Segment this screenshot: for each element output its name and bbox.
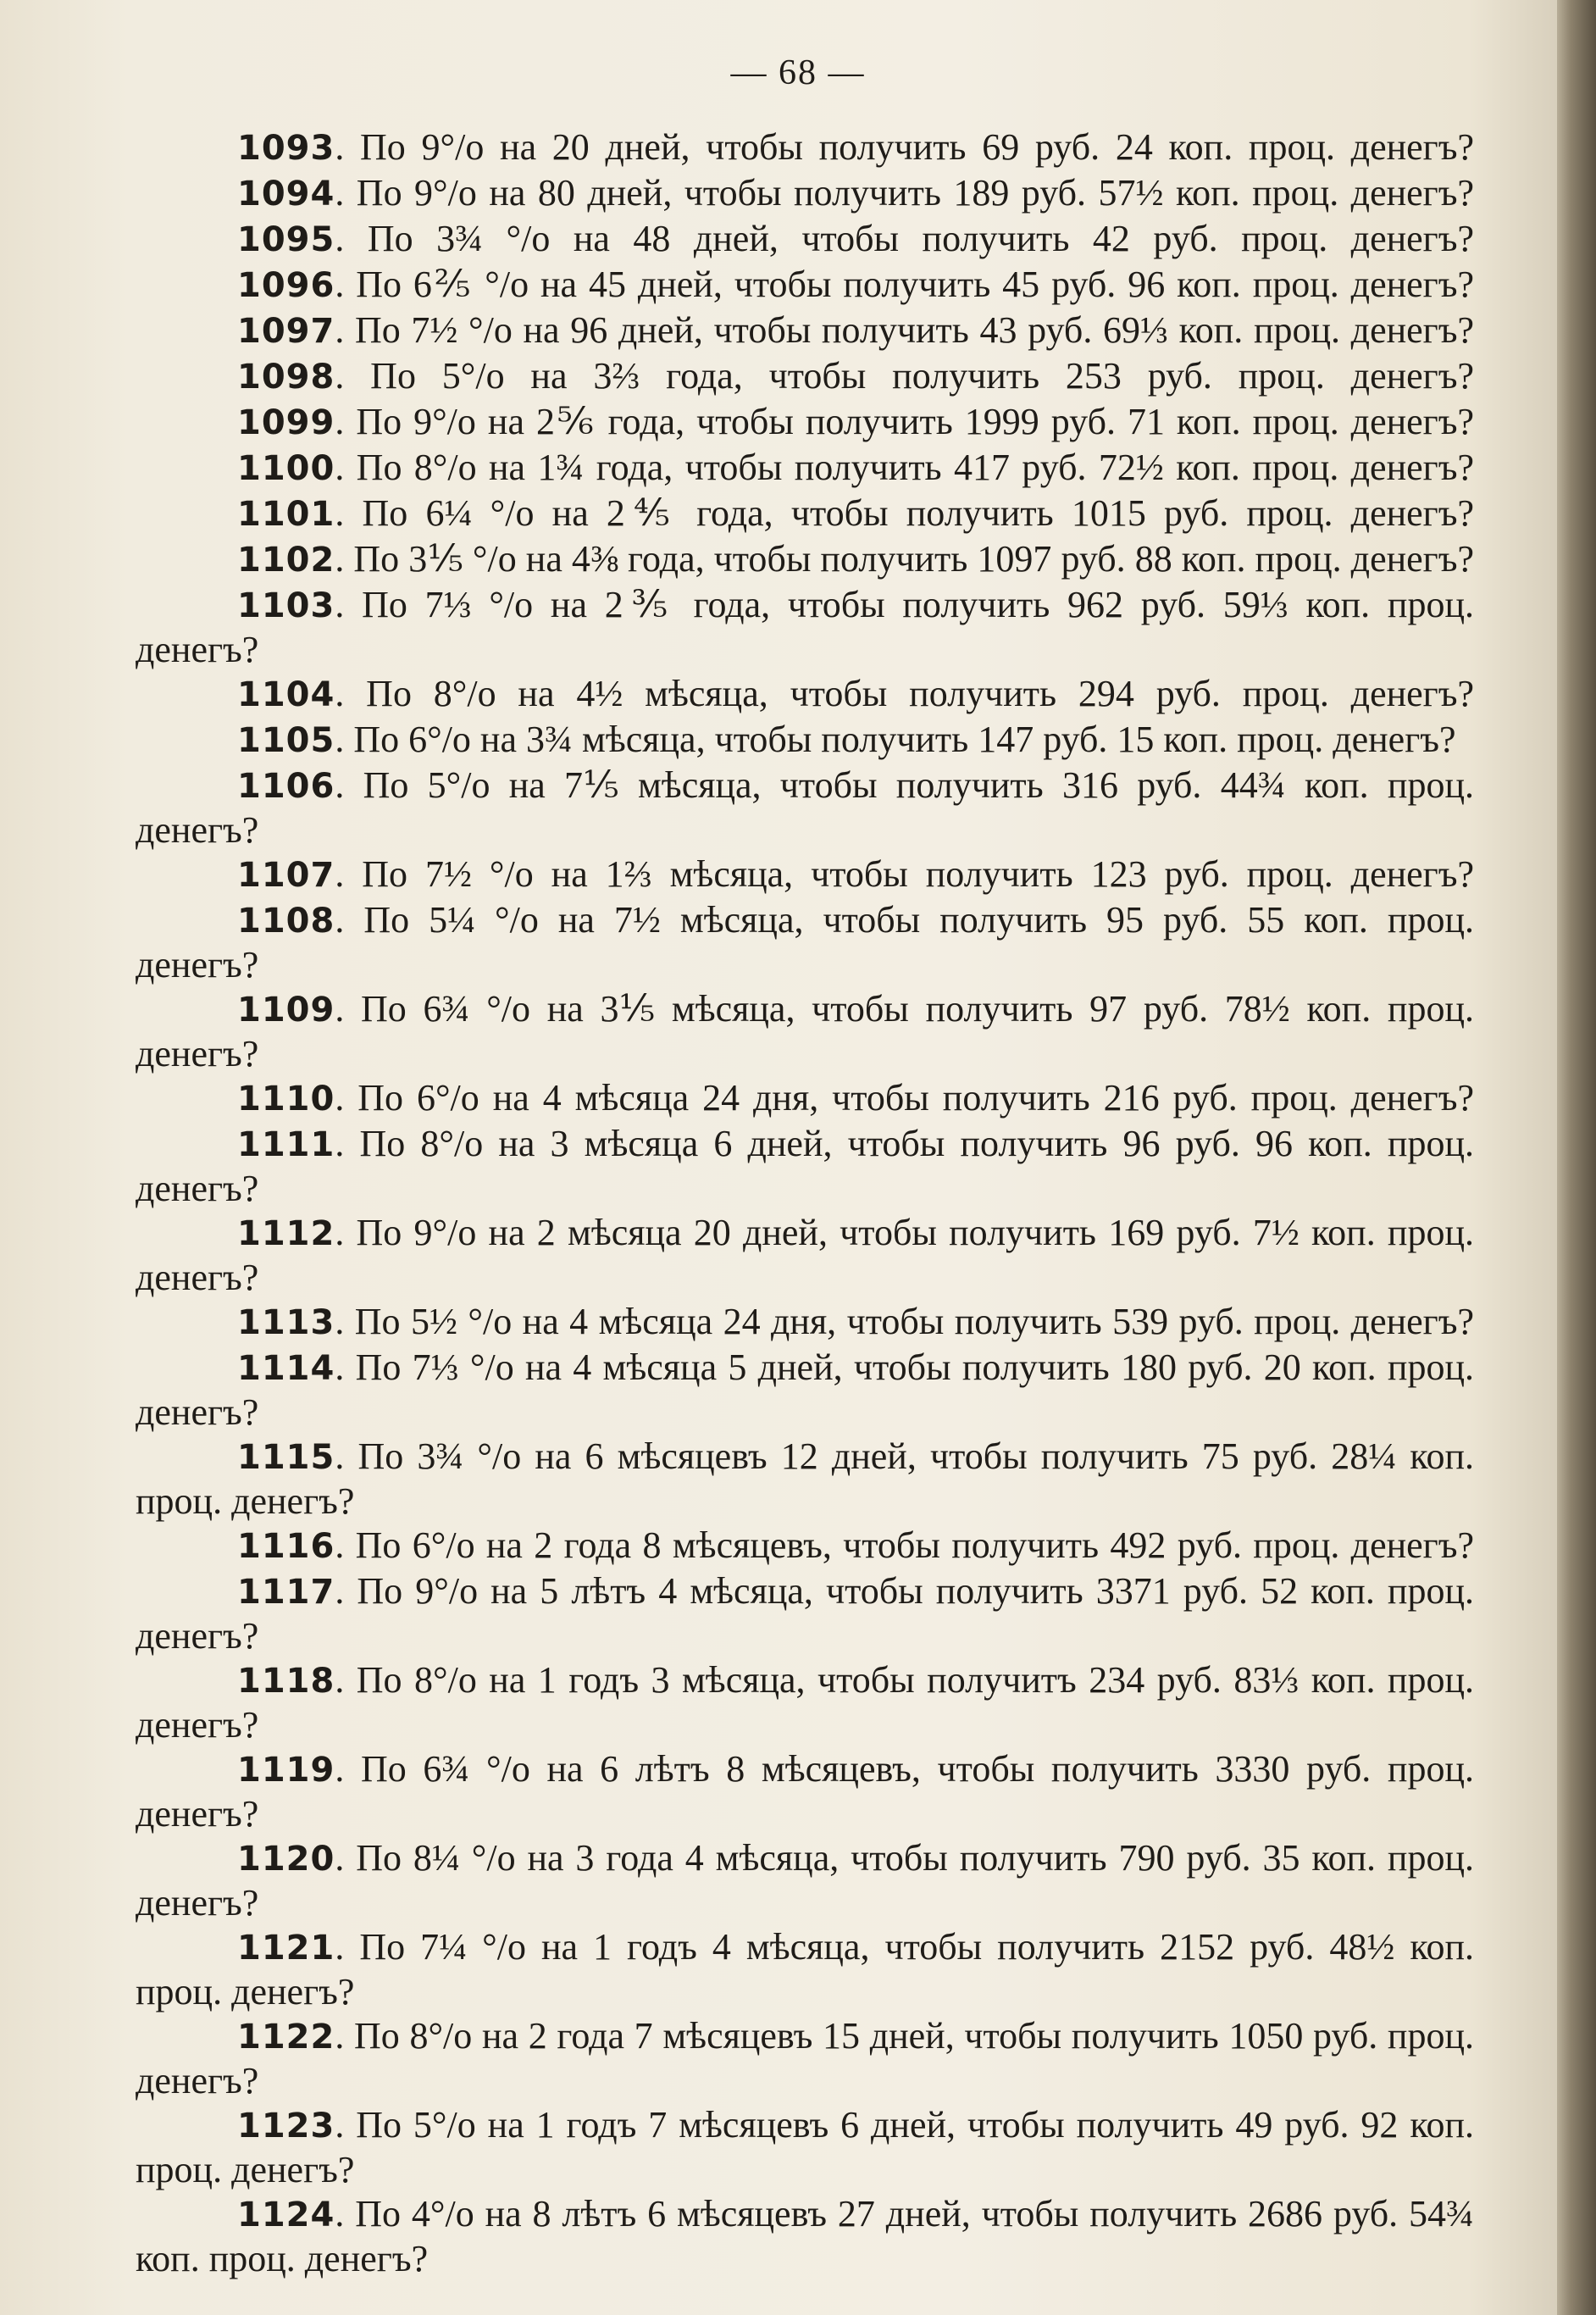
problem-1109: 1109. По 6¾ °/о на 3⅕ мѣсяца, чтобы получить 97 руб. 78½ коп. проц. денегъ? xyxy=(136,988,1474,1074)
problem-text: По 7⅓ °/о на 2⅗ года, чтобы получить 962 руб. 59⅓ коп. проц. денегъ? xyxy=(136,584,1474,670)
problem-1094: 1094. По 9°/о на 80 дней, чтобы получить 189 руб. 57½ коп. проц. денегъ? xyxy=(237,172,1474,214)
problem-text: По 5°/о на 3⅔ года, чтобы получить 253 руб. проц. денегъ? xyxy=(370,355,1475,397)
page-binding-edge xyxy=(1557,0,1596,2315)
problem-text: По 7¼ °/о на 1 годъ 4 мѣсяца, чтобы получить 2152 руб. 48½ коп. проц. денегъ? xyxy=(136,1926,1475,2012)
problem-number: 1108 xyxy=(237,902,335,941)
problem-number: 1103 xyxy=(237,586,335,625)
problem-1103: 1103. По 7⅓ °/о на 2⅗ года, чтобы получить 962 руб. 59⅓ коп. проц. денегъ? xyxy=(136,584,1474,670)
problem-text: По 8°/о на 3 мѣсяца 6 дней, чтобы получить 96 руб. 96 коп. проц. денегъ? xyxy=(136,1123,1475,1209)
problem-text: По 9°/о на 80 дней, чтобы получить 189 руб. 57½ коп. проц. денегъ? xyxy=(356,172,1474,214)
problem-1111: 1111. По 8°/о на 3 мѣсяца 6 дней, чтобы получить 96 руб. 96 коп. проц. денегъ? xyxy=(136,1123,1475,1209)
problem-text: По 6°/о на 4 мѣсяца 24 дня, чтобы получить 216 руб. проц. денегъ? xyxy=(357,1077,1474,1119)
problem-number: 1122 xyxy=(237,2018,335,2057)
problem-1099: 1099. По 9°/о на 2⅚ года, чтобы получить 1999 руб. 71 коп. проц. денегъ? xyxy=(237,401,1475,442)
problem-text: По 5°/о на 1 годъ 7 мѣсяцевъ 6 дней, чтобы получить 49 руб. 92 коп. проц. денегъ? xyxy=(136,2104,1475,2190)
problem-number: 1104 xyxy=(237,675,335,714)
problem-1115: 1115. По 3¾ °/о на 6 мѣсяцевъ 12 дней, чтобы получить 75 руб. 28¼ коп. проц. денегъ? xyxy=(136,1435,1475,1522)
problem-number: 1105 xyxy=(237,721,335,760)
problem-number: 1124 xyxy=(237,2196,335,2235)
problem-text: По 9°/о на 5 лѣтъ 4 мѣсяца, чтобы получить 3371 руб. 52 коп. проц. денегъ? xyxy=(136,1570,1475,1657)
problem-number: 1113 xyxy=(237,1303,335,1342)
problem-1114: 1114. По 7⅓ °/о на 4 мѣсяца 5 дней, чтобы получить 180 руб. 20 коп. проц. денегъ? xyxy=(136,1346,1475,1433)
problem-text: По 8°/о на 1¾ года, чтобы получить 417 руб. 72½ коп. проц. денегъ? xyxy=(356,447,1474,488)
problem-text: По 6°/о на 2 года 8 мѣсяцевъ, чтобы получить 492 руб. проц. денегъ? xyxy=(355,1524,1475,1566)
problem-number: 1110 xyxy=(237,1080,335,1119)
problem-number: 1099 xyxy=(237,403,335,442)
problem-number: 1096 xyxy=(237,266,335,305)
problem-text: По 6°/о на 3¾ мѣсяца, чтобы получить 147 руб. 15 коп. проц. денегъ? xyxy=(353,719,1456,760)
problem-text: По 8°/о на 2 года 7 мѣсяцевъ 15 дней, чтобы получить 1050 руб. проц. денегъ? xyxy=(136,2015,1475,2101)
problem-number: 1093 xyxy=(237,129,335,168)
problem-text: По 8¼ °/о на 3 года 4 мѣсяца, чтобы получить 790 руб. 35 коп. проц. денегъ? xyxy=(136,1837,1475,1924)
problem-list xyxy=(136,125,1474,2281)
problem-text: По 7⅓ °/о на 4 мѣсяца 5 дней, чтобы получить 180 руб. 20 коп. проц. денегъ? xyxy=(136,1346,1475,1433)
problem-1102: 1102. По 3⅕ °/о на 4⅜ года, чтобы получить 1097 руб. 88 коп. проц. денегъ? xyxy=(237,538,1474,580)
problem-number: 1123 xyxy=(237,2107,335,2146)
problem-number: 1118 xyxy=(237,1662,335,1701)
problem-number: 1119 xyxy=(237,1751,335,1790)
problem-text: По 7½ °/о на 1⅔ мѣсяца, чтобы получить 123 руб. проц. денегъ? xyxy=(362,853,1475,895)
problem-1100: 1100. По 8°/о на 1¾ года, чтобы получить 417 руб. 72½ коп. проц. денегъ? xyxy=(237,447,1474,488)
problem-number: 1116 xyxy=(237,1527,335,1566)
problem-text: По 6¾ °/о на 3⅕ мѣсяца, чтобы получить 97 руб. 78½ коп. проц. денегъ? xyxy=(136,988,1474,1074)
problem-number: 1094 xyxy=(237,175,335,214)
problem-text: По 9°/о на 20 дней, чтобы получить 69 руб. 24 коп. проц. денегъ? xyxy=(360,126,1475,168)
problem-1096: 1096. По 6⅖ °/о на 45 дней, чтобы получить 45 руб. 96 коп. проц. денегъ? xyxy=(237,264,1475,305)
problem-number: 1102 xyxy=(237,541,335,580)
problem-1098: 1098. По 5°/о на 3⅔ года, чтобы получить 253 руб. проц. денегъ? xyxy=(237,355,1475,397)
problem-text: По 9°/о на 2⅚ года, чтобы получить 1999 руб. 71 коп. проц. денегъ? xyxy=(356,401,1475,442)
problem-number: 1109 xyxy=(237,991,335,1030)
problem-number: 1106 xyxy=(237,767,335,806)
problem-text: По 6¼ °/о на 2⅘ года, чтобы получить 1015 руб. проц. денегъ? xyxy=(362,492,1475,534)
problem-text: По 5°/о на 7⅕ мѣсяца, чтобы получить 316 руб. 44¾ коп. проц. денегъ? xyxy=(136,764,1474,851)
problem-text: По 4°/о на 8 лѣтъ 6 мѣсяцевъ 27 дней, чтобы получить 2686 руб. 54¾ коп. проц. денегъ? xyxy=(136,2193,1475,2279)
problem-text: По 3¾ °/о на 6 мѣсяцевъ 12 дней, чтобы получить 75 руб. 28¼ коп. проц. денегъ? xyxy=(136,1435,1475,1522)
problem-1108: 1108. По 5¼ °/о на 7½ мѣсяца, чтобы получить 95 руб. 55 коп. проц. денегъ? xyxy=(136,899,1474,985)
problem-number: 1115 xyxy=(237,1438,335,1477)
problem-1097: 1097. По 7½ °/о на 96 дней, чтобы получить 43 руб. 69⅓ коп. проц. денегъ? xyxy=(237,309,1475,351)
problem-number: 1101 xyxy=(237,495,335,534)
problem-number: 1107 xyxy=(237,856,335,895)
problem-text: По 5½ °/о на 4 мѣсяца 24 дня, чтобы получить 539 руб. проц. денегъ? xyxy=(354,1301,1475,1342)
problem-number: 1095 xyxy=(237,220,335,259)
problem-text: По 8°/о на 4½ мѣсяца, чтобы получить 294 руб. проц. денегъ? xyxy=(366,673,1475,714)
problem-1116: 1116. По 6°/о на 2 года 8 мѣсяцевъ, чтобы получить 492 руб. проц. денегъ? xyxy=(237,1524,1475,1566)
problem-1110: 1110. По 6°/о на 4 мѣсяца 24 дня, чтобы получить 216 руб. проц. денегъ? xyxy=(237,1077,1474,1119)
problem-1095: 1095. По 3¾ °/о на 48 дней, чтобы получить 42 руб. проц. денегъ? xyxy=(237,218,1474,259)
problem-text: По 8°/о на 1 годъ 3 мѣсяца, чтобы получитъ 234 руб. 83⅓ коп. проц. денегъ? xyxy=(136,1659,1475,1746)
problem-1123: 1123. По 5°/о на 1 годъ 7 мѣсяцевъ 6 дней, чтобы получить 49 руб. 92 коп. проц. денегъ? xyxy=(136,2104,1475,2190)
problem-number: 1098 xyxy=(237,358,335,397)
problem-1121: 1121. По 7¼ °/о на 1 годъ 4 мѣсяца, чтобы получить 2152 руб. 48½ коп. проц. денегъ? xyxy=(136,1926,1475,2012)
problem-text: По 3¾ °/о на 48 дней, чтобы получить 42 руб. проц. денегъ? xyxy=(367,218,1474,259)
problem-1113: 1113. По 5½ °/о на 4 мѣсяца 24 дня, чтобы получить 539 руб. проц. денегъ? xyxy=(237,1301,1475,1342)
problem-text: По 3⅕ °/о на 4⅜ года, чтобы получить 1097 руб. 88 коп. проц. денегъ? xyxy=(353,538,1474,580)
problem-1104: 1104. По 8°/о на 4½ мѣсяца, чтобы получить 294 руб. проц. денегъ? xyxy=(237,673,1475,714)
problem-1124: 1124. По 4°/о на 8 лѣтъ 6 мѣсяцевъ 27 дней, чтобы получить 2686 руб. 54¾ коп. проц. денегъ? xyxy=(136,2193,1475,2279)
problem-1105: 1105. По 6°/о на 3¾ мѣсяца, чтобы получить 147 руб. 15 коп. проц. денегъ? xyxy=(237,719,1456,760)
problem-1120: 1120. По 8¼ °/о на 3 года 4 мѣсяца, чтобы получить 790 руб. 35 коп. проц. денегъ? xyxy=(136,1837,1475,1924)
problem-1107: 1107. По 7½ °/о на 1⅔ мѣсяца, чтобы получить 123 руб. проц. денегъ? xyxy=(237,853,1475,895)
problem-1106: 1106. По 5°/о на 7⅕ мѣсяца, чтобы получить 316 руб. 44¾ коп. проц. денегъ? xyxy=(136,764,1474,851)
problem-1119: 1119. По 6¾ °/о на 6 лѣтъ 8 мѣсяцевъ, чтобы получить 3330 руб. проц. денегъ? xyxy=(136,1748,1475,1835)
problem-number: 1121 xyxy=(237,1929,335,1968)
problem-number: 1097 xyxy=(237,312,335,351)
problem-text: По 5¼ °/о на 7½ мѣсяца, чтобы получить 95 руб. 55 коп. проц. денегъ? xyxy=(136,899,1474,985)
problem-text: По 7½ °/о на 96 дней, чтобы получить 43 руб. 69⅓ коп. проц. денегъ? xyxy=(354,309,1475,351)
problem-text: По 6¾ °/о на 6 лѣтъ 8 мѣсяцевъ, чтобы получить 3330 руб. проц. денегъ? xyxy=(136,1748,1475,1835)
problem-1093: 1093. По 9°/о на 20 дней, чтобы получить 69 руб. 24 коп. проц. денегъ? xyxy=(237,126,1475,168)
problem-text: По 9°/о на 2 мѣсяца 20 дней, чтобы получить 169 руб. 7½ коп. проц. денегъ? xyxy=(136,1212,1475,1298)
problem-number: 1111 xyxy=(237,1125,335,1164)
page-number: — 68 — xyxy=(730,53,866,92)
problem-1112: 1112. По 9°/о на 2 мѣсяца 20 дней, чтобы получить 169 руб. 7½ коп. проц. денегъ? xyxy=(136,1212,1475,1298)
problem-number: 1112 xyxy=(237,1214,335,1253)
problem-number: 1114 xyxy=(237,1349,335,1388)
problem-1101: 1101. По 6¼ °/о на 2⅘ года, чтобы получить 1015 руб. проц. денегъ? xyxy=(237,492,1475,534)
problem-number: 1117 xyxy=(237,1573,335,1612)
problem-1117: 1117. По 9°/о на 5 лѣтъ 4 мѣсяца, чтобы получить 3371 руб. 52 коп. проц. денегъ? xyxy=(136,1570,1475,1657)
problem-1118: 1118. По 8°/о на 1 годъ 3 мѣсяца, чтобы получитъ 234 руб. 83⅓ коп. проц. денегъ? xyxy=(136,1659,1475,1746)
problem-1122: 1122. По 8°/о на 2 года 7 мѣсяцевъ 15 дней, чтобы получить 1050 руб. проц. денегъ? xyxy=(136,2015,1475,2101)
problem-number: 1120 xyxy=(237,1840,335,1879)
problem-text: По 6⅖ °/о на 45 дней, чтобы получить 45 руб. 96 коп. проц. денегъ? xyxy=(356,264,1475,305)
problem-number: 1100 xyxy=(237,449,335,488)
